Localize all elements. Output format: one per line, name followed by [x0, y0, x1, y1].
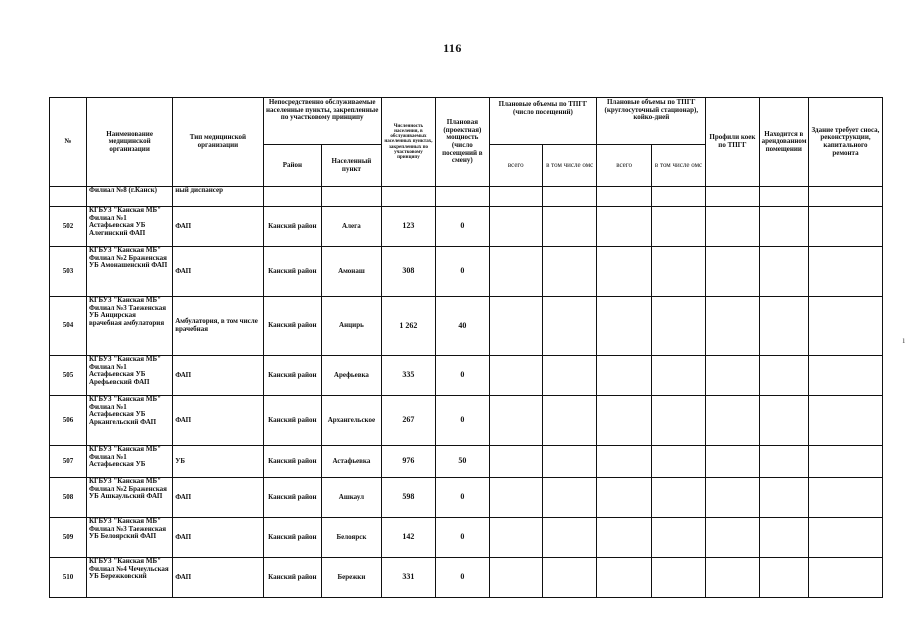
cell-building-status: [808, 247, 882, 297]
cell-no: 508: [50, 478, 87, 518]
cell-bed-profile: [706, 247, 759, 297]
header-beds-oms: в том числе омс: [651, 145, 705, 187]
cell-visits-oms: [542, 396, 596, 446]
cell-district: Канский район: [263, 558, 322, 598]
header-settlement: Населенный пункт: [322, 145, 382, 187]
cell-rented: [759, 297, 808, 356]
cell-beds-total: [597, 207, 651, 247]
facilities-table: [49, 97, 883, 598]
cell-visits-total: [489, 356, 542, 396]
cell-population: 976: [381, 446, 435, 478]
cell-no: 510: [50, 558, 87, 598]
cell-type: ФАП: [173, 356, 263, 396]
header-org-name: Наименование медицинской организации: [86, 98, 172, 187]
cell-settlement: Архангельское: [322, 396, 382, 446]
cell-rented: [759, 187, 808, 207]
cell-district: Канский район: [263, 356, 322, 396]
cell-settlement: Белоярск: [322, 518, 382, 558]
header-capacity: Плановая (проектная) мощность (число посещений в смену): [436, 98, 489, 187]
cell-settlement: Бережки: [322, 558, 382, 598]
cell-building-status: [808, 396, 882, 446]
cell-settlement: Анцирь: [322, 297, 382, 356]
cell-building-status: [808, 356, 882, 396]
margin-mark: ı: [902, 335, 905, 345]
table-row: [50, 558, 883, 598]
table-row: [50, 396, 883, 446]
cell-beds-total: [597, 356, 651, 396]
cell-building-status: [808, 297, 882, 356]
cell-bed-profile: [706, 518, 759, 558]
table-body: [50, 187, 883, 598]
header-population: Численность населения, в обслуживаемых населенных пунктах, закрепленных по участковому принципу: [381, 98, 435, 187]
cell-type: Амбулатория, в том числе врачебная: [173, 297, 263, 356]
cell-beds-oms: [651, 187, 705, 207]
cell-building-status: [808, 558, 882, 598]
cell-building-status: [808, 518, 882, 558]
cell-district: Канский район: [263, 478, 322, 518]
header-district: Район: [263, 145, 322, 187]
cell-district: Канский район: [263, 297, 322, 356]
cell-settlement: Амонаш: [322, 247, 382, 297]
cell-district: Канский район: [263, 446, 322, 478]
cell-beds-oms: [651, 478, 705, 518]
cell-building-status: [808, 446, 882, 478]
cell-beds-oms: [651, 558, 705, 598]
header-tpgg-visits: Плановые объемы по ТПГГ (число посещений): [489, 98, 597, 145]
cell-org: КГБУЗ "Канская МБ" Филиал №4 Чечеульская УБ Бережковский: [86, 558, 172, 598]
header-building-status: Здание требует сноса, реконструкции, капитального ремонта: [808, 98, 882, 187]
cell-bed-profile: [706, 187, 759, 207]
cell-visits-total: [489, 446, 542, 478]
cell-visits-oms: [542, 478, 596, 518]
cell-district: Канский район: [263, 518, 322, 558]
cell-visits-total: [489, 187, 542, 207]
cell-building-status: [808, 187, 882, 207]
header-visits-total: всего: [489, 145, 542, 187]
cell-building-status: [808, 207, 882, 247]
cell-beds-oms: [651, 356, 705, 396]
cell-no: 509: [50, 518, 87, 558]
cell-org: КГБУЗ "Канская МБ" Филиал №1 Астафьевская УБ Арефьевский ФАП: [86, 356, 172, 396]
cell-population: 1 262: [381, 297, 435, 356]
cell-capacity: 0: [436, 518, 489, 558]
cell-population: 308: [381, 247, 435, 297]
cell-beds-total: [597, 396, 651, 446]
cell-capacity: 0: [436, 356, 489, 396]
cell-visits-oms: [542, 356, 596, 396]
cell-settlement: [322, 187, 382, 207]
cell-visits-total: [489, 207, 542, 247]
cell-org: КГБУЗ "Канская МБ" Филиал №1 Астафьевская УБ: [86, 446, 172, 478]
cell-beds-total: [597, 446, 651, 478]
cell-capacity: 0: [436, 478, 489, 518]
cell-population: 267: [381, 396, 435, 446]
cell-visits-oms: [542, 297, 596, 356]
table-row: [50, 478, 883, 518]
cell-visits-oms: [542, 207, 596, 247]
header-beds-total: всего: [597, 145, 651, 187]
cell-bed-profile: [706, 558, 759, 598]
cell-visits-total: [489, 518, 542, 558]
cell-population: 331: [381, 558, 435, 598]
cell-beds-oms: [651, 247, 705, 297]
cell-type: ФАП: [173, 478, 263, 518]
cell-rented: [759, 207, 808, 247]
cell-visits-oms: [542, 187, 596, 207]
cell-building-status: [808, 478, 882, 518]
cell-type: ный диспансер: [173, 187, 263, 207]
cell-population: 123: [381, 207, 435, 247]
cell-visits-total: [489, 478, 542, 518]
cell-capacity: 0: [436, 247, 489, 297]
header-rented: Находится в арендованном помещении: [759, 98, 808, 187]
table-row: [50, 518, 883, 558]
cell-district: Канский район: [263, 247, 322, 297]
header-tpgg-beds: Плановые объемы по ТПГГ (круглосуточный стационар), койко-дней: [597, 98, 706, 145]
header-bed-profile: Профили коек по ТПГГ: [706, 98, 759, 187]
cell-visits-oms: [542, 518, 596, 558]
cell-no: 507: [50, 446, 87, 478]
cell-beds-total: [597, 478, 651, 518]
cell-visits-oms: [542, 446, 596, 478]
cell-type: ФАП: [173, 518, 263, 558]
cell-no: 504: [50, 297, 87, 356]
cell-org: КГБУЗ "Канская МБ" Филиал №3 Таеженская УБ Белоярский ФАП: [86, 518, 172, 558]
cell-beds-total: [597, 297, 651, 356]
cell-district: Канский район: [263, 396, 322, 446]
cell-settlement: Алега: [322, 207, 382, 247]
table-row: [50, 297, 883, 356]
cell-district: Канский район: [263, 207, 322, 247]
table-row: [50, 207, 883, 247]
cell-bed-profile: [706, 207, 759, 247]
cell-beds-total: [597, 518, 651, 558]
cell-org: КГБУЗ "Канская МБ" Филиал №3 Таеженская УБ Анцирская врачебная амбулатория: [86, 297, 172, 356]
table-row: [50, 247, 883, 297]
cell-type: ФАП: [173, 207, 263, 247]
header-no: №: [50, 98, 87, 187]
cell-type: ФАП: [173, 247, 263, 297]
cell-beds-oms: [651, 396, 705, 446]
header-visits-oms: в том числе омс: [542, 145, 596, 187]
cell-beds-oms: [651, 207, 705, 247]
cell-beds-oms: [651, 518, 705, 558]
cell-rented: [759, 518, 808, 558]
cell-bed-profile: [706, 356, 759, 396]
cell-bed-profile: [706, 446, 759, 478]
cell-rented: [759, 396, 808, 446]
cell-settlement: Астафьевка: [322, 446, 382, 478]
cell-population: 598: [381, 478, 435, 518]
cell-no: 506: [50, 396, 87, 446]
cell-visits-total: [489, 558, 542, 598]
cell-visits-total: [489, 396, 542, 446]
cell-visits-total: [489, 297, 542, 356]
cell-capacity: [436, 187, 489, 207]
header-org-type: Тип медицинской организации: [173, 98, 263, 187]
cell-rented: [759, 478, 808, 518]
cell-visits-oms: [542, 247, 596, 297]
cell-type: УБ: [173, 446, 263, 478]
cell-org: КГБУЗ "Канская МБ" Филиал №1 Астафьевская УБ Аркангельский ФАП: [86, 396, 172, 446]
cell-bed-profile: [706, 478, 759, 518]
cell-population: 142: [381, 518, 435, 558]
cell-no: 502: [50, 207, 87, 247]
cell-capacity: 0: [436, 558, 489, 598]
header-served-points: Непосредственно обслуживаемые населенные пункты, закрепленные по участковому принципу: [263, 98, 381, 145]
cell-bed-profile: [706, 396, 759, 446]
cell-rented: [759, 356, 808, 396]
cell-beds-oms: [651, 446, 705, 478]
cell-capacity: 40: [436, 297, 489, 356]
cell-type: ФАП: [173, 558, 263, 598]
page-number: 116: [443, 41, 462, 55]
cell-beds-total: [597, 187, 651, 207]
cell-no: 503: [50, 247, 87, 297]
cell-rented: [759, 558, 808, 598]
table-row: [50, 356, 883, 396]
cell-beds-total: [597, 247, 651, 297]
cell-capacity: 0: [436, 396, 489, 446]
cell-settlement: Арефьевка: [322, 356, 382, 396]
cell-capacity: 0: [436, 207, 489, 247]
table-row: [50, 446, 883, 478]
cell-rented: [759, 247, 808, 297]
cell-type: ФАП: [173, 396, 263, 446]
cell-org: КГБУЗ "Канская МБ" Филиал №2 Браженская УБ Ашкаульский ФАП: [86, 478, 172, 518]
cell-settlement: Ашкаул: [322, 478, 382, 518]
cell-population: [381, 187, 435, 207]
cell-visits-oms: [542, 558, 596, 598]
cell-no: 505: [50, 356, 87, 396]
cell-district: [263, 187, 322, 207]
cell-org: КГБУЗ "Канская МБ" Филиал №1 Астафьевская УБ Алегинский ФАП: [86, 207, 172, 247]
cell-org: КГБУЗ "Канская МБ" Филиал №2 Браженская УБ Амонашенский ФАП: [86, 247, 172, 297]
cell-population: 335: [381, 356, 435, 396]
cell-beds-oms: [651, 297, 705, 356]
table-header: [50, 98, 883, 187]
cell-bed-profile: [706, 297, 759, 356]
cell-org: Филиал №8 (г.Канск): [86, 187, 172, 207]
cell-rented: [759, 446, 808, 478]
table-row-continuation: [50, 187, 883, 207]
cell-no: [50, 187, 87, 207]
cell-beds-total: [597, 558, 651, 598]
cell-visits-total: [489, 247, 542, 297]
cell-capacity: 50: [436, 446, 489, 478]
